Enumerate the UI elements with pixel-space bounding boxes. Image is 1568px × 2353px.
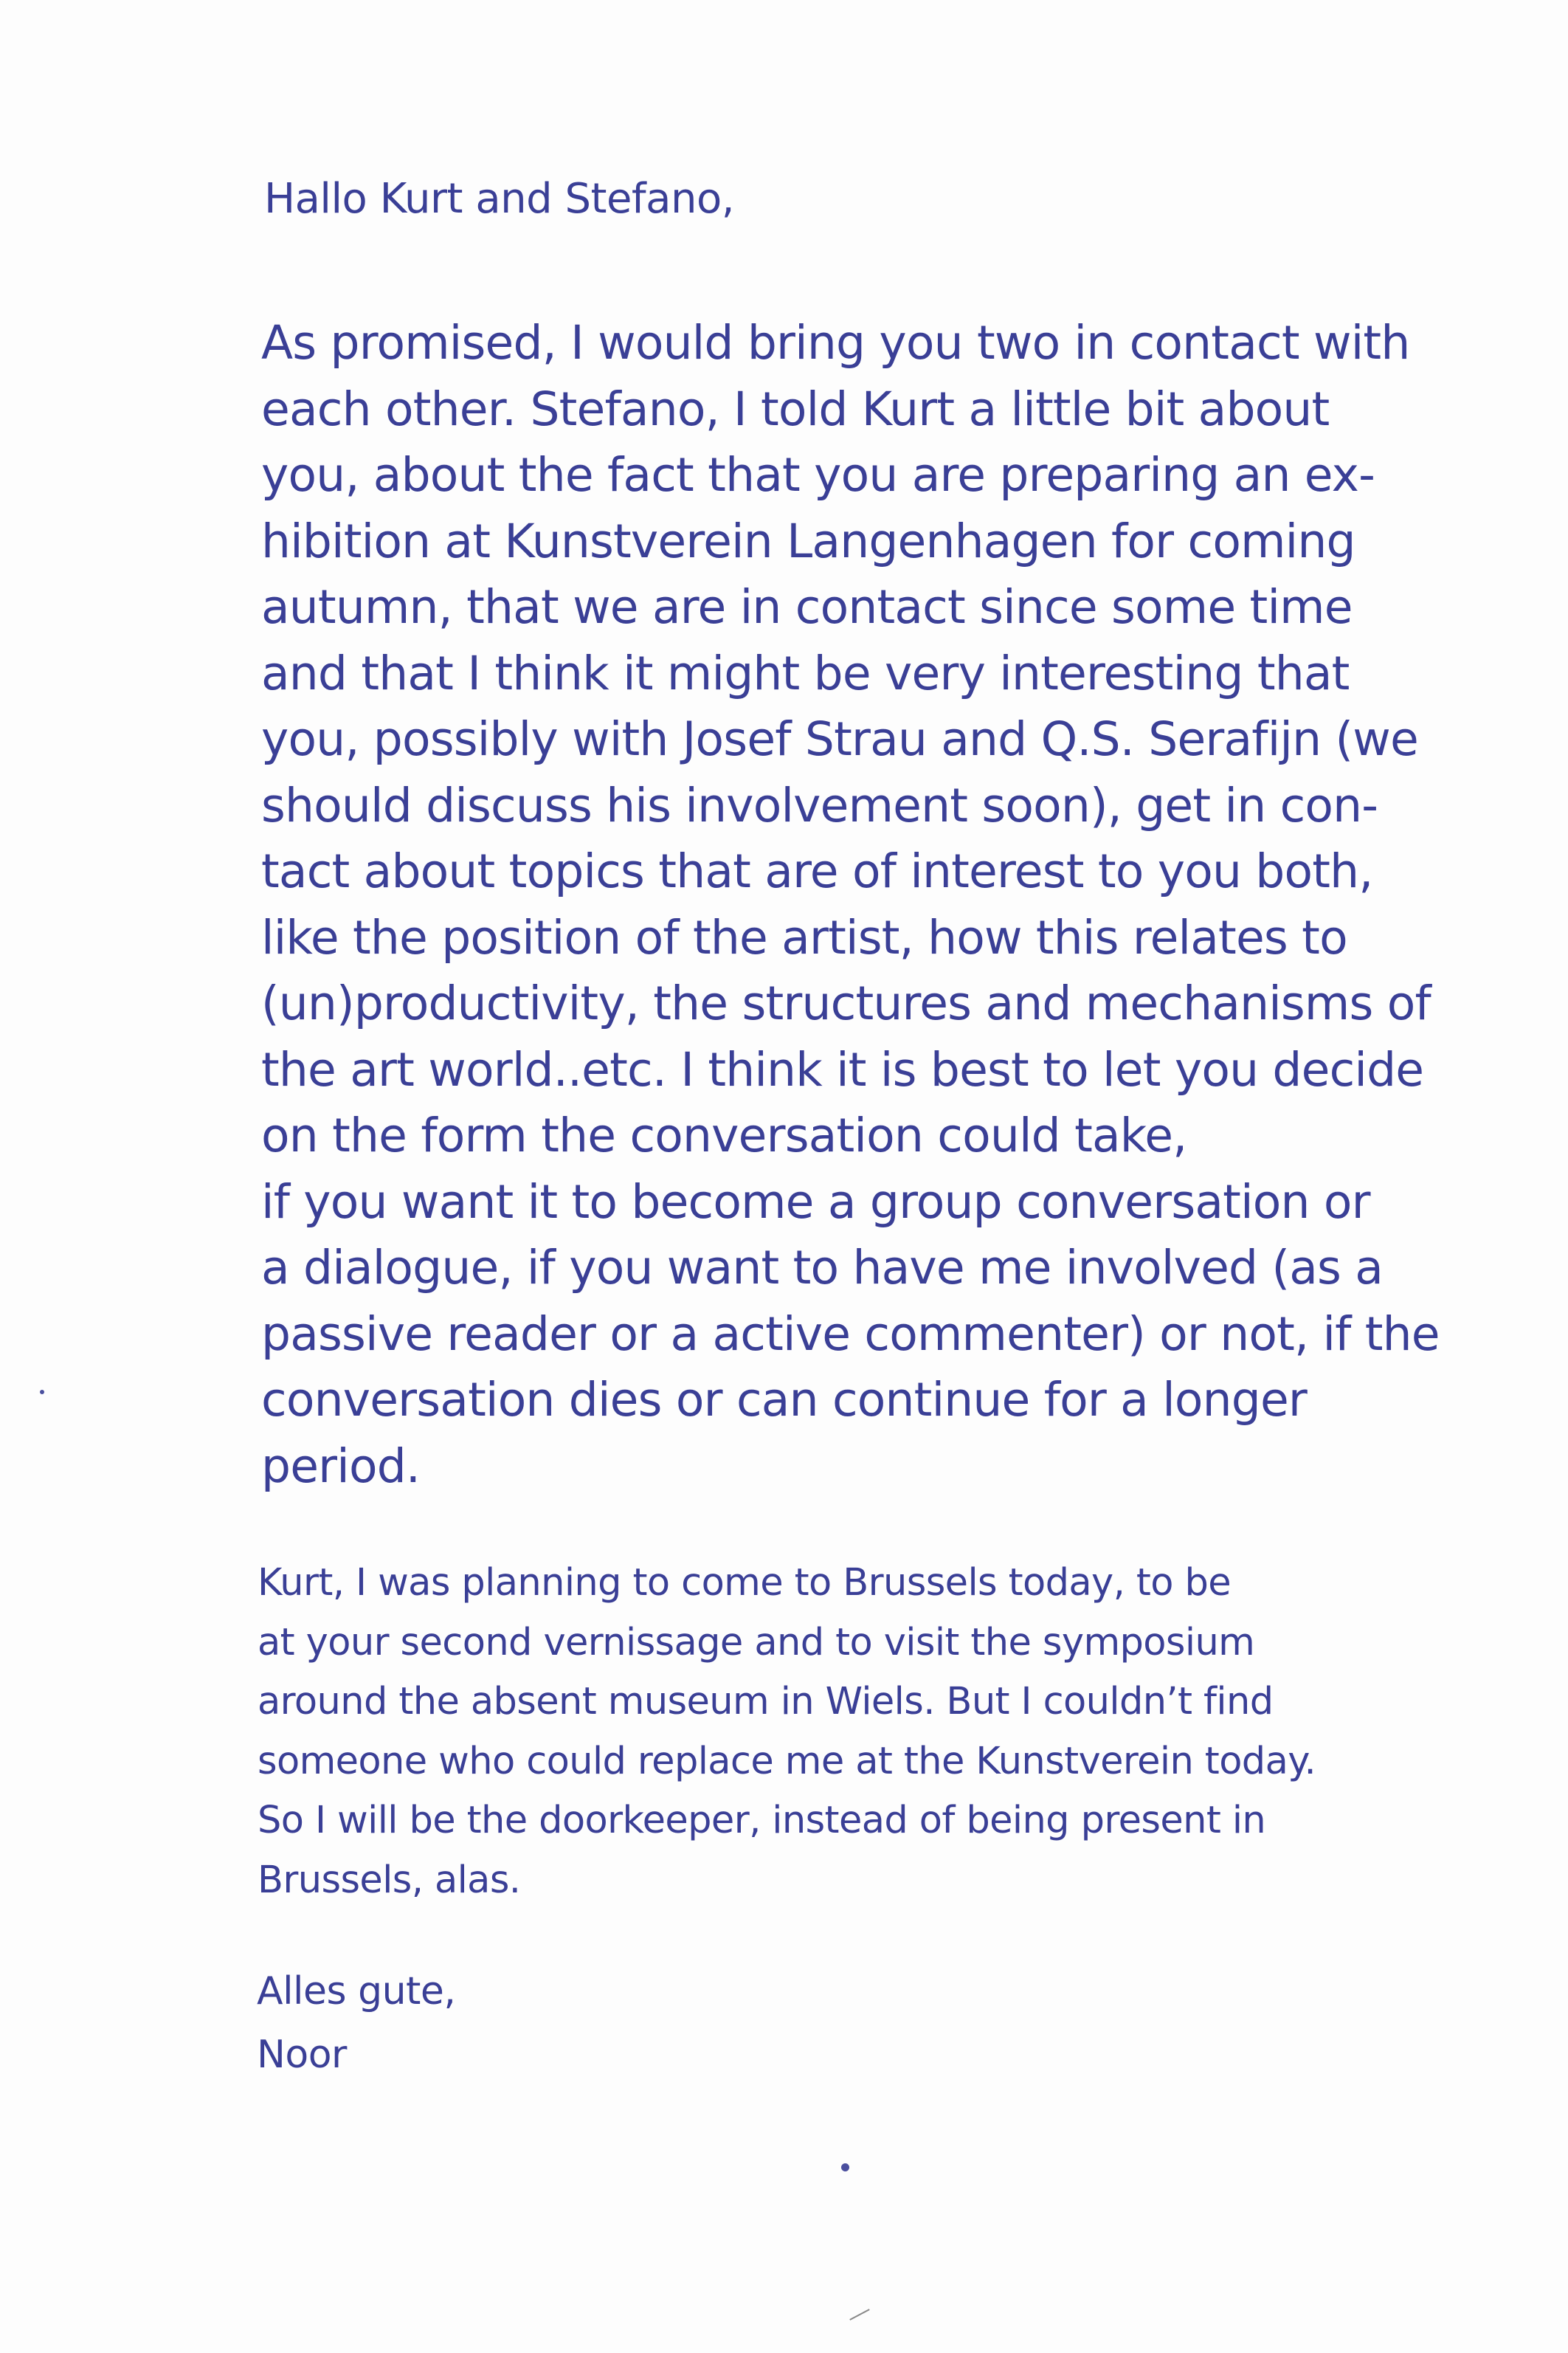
paragraph-line: So I will be the doorkeeper, instead of being present in [258, 1799, 1266, 1842]
paragraph-line: you, about the fact that you are preparing an ex- [261, 448, 1375, 502]
paragraph-line: like the position of the artist, how this relates to [261, 910, 1347, 965]
greeting-line: Hallo Kurt and Stefano, [264, 175, 735, 223]
signature: Noor [257, 2033, 347, 2077]
paragraph-line: and that I think it might be very interesting that [261, 646, 1350, 700]
paragraph-line: should discuss his involvement soon), get in con- [261, 778, 1378, 833]
paragraph-line: you, possibly with Josef Strau and Q.S. Serafijn (we [261, 712, 1418, 766]
paragraph-line: hibition at Kunstverein Langenhagen for coming [261, 514, 1355, 568]
paragraph-line: on the form the conversation could take, [261, 1109, 1187, 1162]
paragraph-line: passive reader or a active commenter) or not, if the [261, 1306, 1440, 1361]
paragraph-line: someone who could replace me at the Kunstverein today. [258, 1739, 1316, 1783]
paragraph-line: As promised, I would bring you two in contact with [261, 316, 1410, 370]
main-paragraph [261, 310, 1440, 1499]
paragraph-line: around the absent museum in Wiels. But I couldn’t find [258, 1680, 1274, 1723]
paragraph-line: autumn, that we are in contact since some time [261, 580, 1353, 634]
closing-line: Alles gute, [257, 1969, 456, 2013]
sign-off [257, 1960, 455, 2087]
paragraph-line: tact about topics that are of interest to you both, [261, 844, 1373, 898]
paper-mark [849, 2309, 869, 2321]
paragraph-line: a dialogue, if you want to have me involved (as a [261, 1241, 1384, 1295]
paragraph-line: if you want it to become a group conversation or [261, 1174, 1370, 1229]
paragraph-line: period. [261, 1439, 421, 1493]
paragraph-line: each other. Stefano, I told Kurt a little bit about [261, 382, 1330, 436]
paragraph-line: Kurt, I was planning to come to Brussels today, to be [258, 1561, 1232, 1605]
paper-speck [841, 2163, 849, 2171]
second-paragraph [258, 1554, 1316, 1910]
paragraph-line: (un)productivity, the structures and mechanisms of [261, 976, 1431, 1030]
paragraph-line: conversation dies or can continue for a longer [261, 1373, 1308, 1427]
paragraph-line: the art world..etc. I think it is best to let you decide [261, 1042, 1424, 1097]
paper-speck [40, 1390, 44, 1394]
paragraph-line: at your second vernissage and to visit the symposium [258, 1620, 1255, 1664]
greeting [264, 176, 734, 223]
paragraph-line: Brussels, alas. [258, 1858, 521, 1902]
